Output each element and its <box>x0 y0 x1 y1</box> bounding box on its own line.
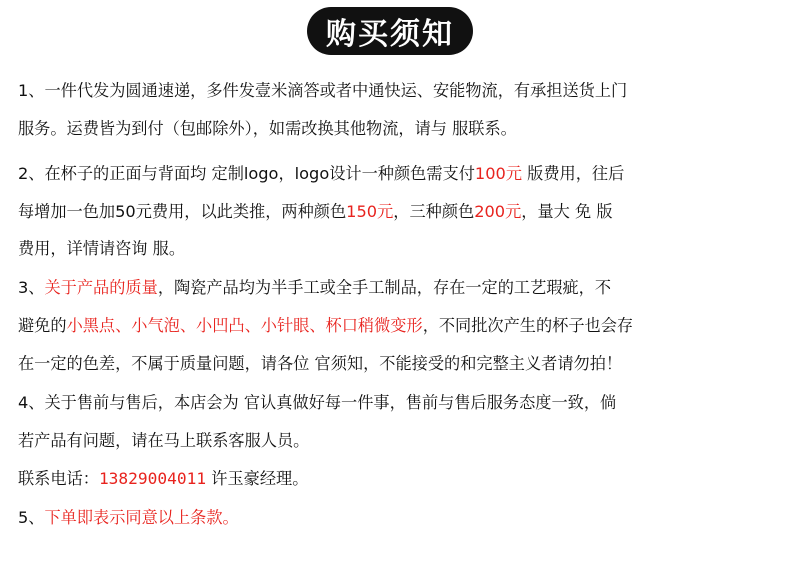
defects-highlight: 小黑点、小气泡、小凹凸、小针眼、杯口稍微变形 <box>66 316 423 335</box>
notice-line-9: 4、关于售前与售后，本店会为 官认真做好每一件事，售前与售后服务态度一致，倘 <box>18 393 617 412</box>
contact-label: 联系电话： <box>18 469 99 488</box>
notice-line-2: 服务。运费皆为到付（包邮除外），如需改换其他物流，请与 服联系。 <box>18 119 517 138</box>
notice-line-4 <box>18 201 613 223</box>
price-highlight: 150元 <box>346 202 394 221</box>
notice-text: ，三种颜色 <box>393 202 475 221</box>
notice-line-1: 1、一件代发为圆通速递，多件发壹米滴答或者中通快运、安能物流，有承担送货上门 <box>18 81 628 100</box>
quality-highlight: 关于产品的质量 <box>44 278 158 297</box>
notice-text: 3、 <box>18 278 45 297</box>
notice-text: ，陶瓷产品均为半手工或全手工制品，存在一定的工艺瑕疵，不 <box>157 278 612 297</box>
notice-line-6 <box>18 277 611 299</box>
notice-text: 避免的 <box>18 316 67 335</box>
notice-text: ，不同批次产生的杯子也会存 <box>422 316 634 335</box>
notice-line-10: 若产品有问题，请在马上联系客服人员。 <box>18 431 310 450</box>
title-banner <box>307 7 473 55</box>
notice-line-8: 在一定的色差，不属于质量问题，请各位 官须知，不能接受的和完整主义者请勿拍！ <box>18 354 623 373</box>
page-title: 购买须知 <box>326 17 454 52</box>
notice-text: ，量大 免 版 <box>521 202 613 221</box>
notice-line-12 <box>18 507 239 529</box>
notice-line-5: 费用，详情请咨询 服。 <box>18 239 186 258</box>
notice-line-3 <box>18 163 624 185</box>
contact-line <box>18 468 308 490</box>
notice-text: 2、在杯子的正面与背面均 定制logo，logo设计一种颜色需支付 <box>18 164 475 183</box>
price-highlight: 200元 <box>474 202 522 221</box>
phone-number: 13829004011 <box>98 469 207 488</box>
price-highlight: 100元 <box>474 164 523 183</box>
notice-text: 5、 <box>18 508 45 527</box>
notice-text: 每增加一色加50元费用，以此类推，两种颜色 <box>18 202 347 221</box>
contact-name: 许玉豪经理。 <box>206 469 309 488</box>
agreement-highlight: 下单即表示同意以上条款。 <box>44 508 239 527</box>
notice-line-7 <box>18 315 633 337</box>
notice-text: 版费用，往后 <box>522 164 625 183</box>
